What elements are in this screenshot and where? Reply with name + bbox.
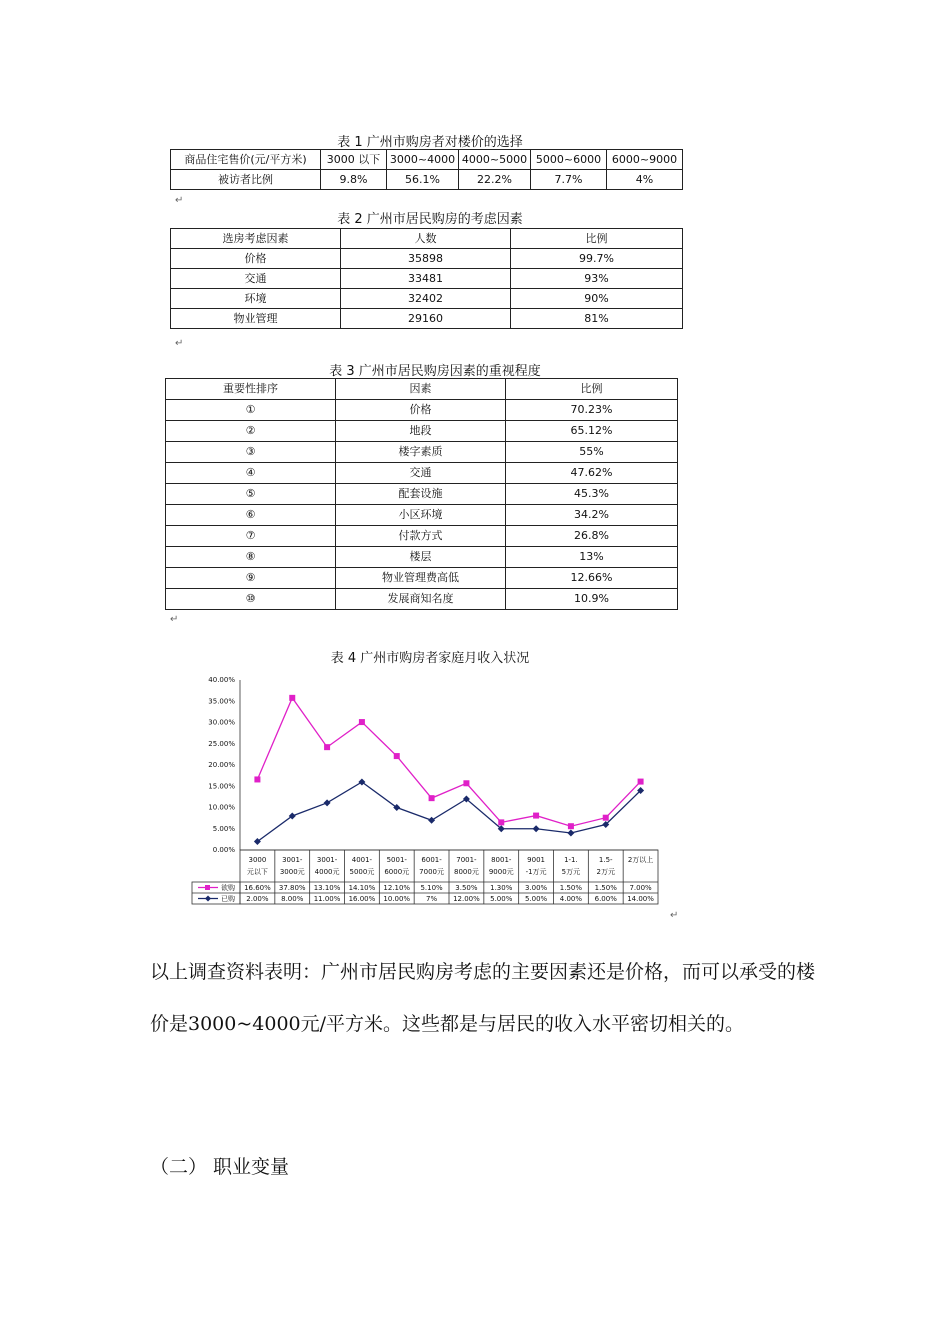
- table-cell: 4%: [607, 170, 683, 190]
- table-cell: ⑥: [166, 505, 336, 526]
- x-tick-label: 5000元: [349, 868, 375, 876]
- data-point: [463, 780, 469, 786]
- x-tick-label: 8001-: [491, 856, 512, 864]
- table-row: [166, 400, 678, 421]
- legend-marker: [205, 896, 211, 902]
- data-label: 3.50%: [455, 884, 478, 892]
- data-point: [568, 823, 574, 829]
- table1-caption: 表 1 广州市购房者对楼价的选择: [337, 135, 523, 150]
- legend-label: 已购: [221, 895, 235, 903]
- table-cell: 90%: [511, 289, 683, 309]
- data-label: 5.10%: [420, 884, 443, 892]
- table-header-cell: 因素: [336, 379, 506, 400]
- x-tick-label: 5001-: [386, 856, 407, 864]
- data-label: 37.80%: [278, 884, 306, 892]
- data-point: [254, 776, 260, 782]
- table-cell: 26.8%: [506, 526, 678, 547]
- table-cell: 7.7%: [531, 170, 607, 190]
- data-label: 12.10%: [383, 884, 411, 892]
- table-cell: 65.12%: [506, 421, 678, 442]
- table-header-cell: 选房考虑因素: [171, 229, 341, 249]
- data-point: [567, 830, 574, 837]
- data-point: [429, 795, 435, 801]
- table-cell: 45.3%: [506, 484, 678, 505]
- x-tick-label: 7000元: [419, 868, 444, 876]
- y-tick-label: 20.00%: [208, 761, 235, 769]
- chart-caption: 表 4 广州市购房者家庭月收入状况: [330, 651, 530, 666]
- legend-label: 欲购: [221, 884, 235, 892]
- table-cell: 56.1%: [387, 170, 459, 190]
- data-label: 13.10%: [313, 884, 341, 892]
- x-tick-label: 1.5-: [598, 856, 613, 864]
- data-point: [533, 825, 540, 832]
- data-point: [324, 799, 331, 806]
- data-label: 16.60%: [244, 884, 271, 892]
- x-tick-label: 3000: [248, 856, 267, 864]
- return-mark: ↵: [175, 338, 184, 349]
- x-tick-label: 1-1.: [564, 856, 578, 864]
- data-label: 1.50%: [559, 884, 583, 892]
- y-tick-label: 30.00%: [208, 718, 235, 727]
- table-cell: 价格: [171, 249, 341, 269]
- table-cell: 交通: [171, 269, 341, 289]
- table-cell: 93%: [511, 269, 683, 289]
- table-row: [171, 229, 683, 249]
- table-header-cell: 3000~4000: [387, 150, 459, 170]
- x-tick-label: 3001-: [316, 856, 338, 864]
- table-cell: ⑩: [166, 589, 336, 610]
- table-row: [166, 421, 678, 442]
- x-tick-label: 3001-: [282, 856, 303, 864]
- data-label: 1.50%: [594, 884, 617, 892]
- data-label: 7.00%: [629, 884, 652, 892]
- table-cell: 29160: [341, 309, 511, 329]
- table-row: [166, 568, 678, 589]
- data-label: 7%: [426, 895, 438, 903]
- data-point: [359, 719, 365, 725]
- y-tick-label: 5.00%: [212, 824, 235, 833]
- data-label: 12.00%: [453, 895, 480, 903]
- table2: [170, 228, 683, 329]
- table-cell: ④: [166, 463, 336, 484]
- data-label: 14.10%: [348, 884, 376, 892]
- data-label: 5.00%: [490, 895, 513, 903]
- data-label: 8.00%: [281, 895, 304, 903]
- table-row: [166, 547, 678, 568]
- table-cell: 楼字素质: [336, 442, 506, 463]
- table-header-cell: 商品住宅售价(元/平方米): [171, 150, 321, 170]
- table-cell: 22.2%: [459, 170, 531, 190]
- y-tick-label: 10.00%: [208, 803, 235, 812]
- table-header-cell: 比例: [506, 379, 678, 400]
- table-cell: 10.9%: [506, 589, 678, 610]
- y-tick-label: 40.00%: [208, 676, 235, 684]
- data-label: 1.30%: [490, 884, 513, 892]
- table-row: [166, 463, 678, 484]
- table-row: [166, 589, 678, 610]
- data-label: 2.00%: [246, 895, 269, 903]
- data-label: 11.00%: [313, 895, 341, 903]
- table-row: [171, 150, 683, 170]
- y-tick-label: 0.00%: [212, 846, 235, 854]
- table-cell: 环境: [171, 289, 341, 309]
- table-cell: 9.8%: [321, 170, 387, 190]
- table-header-cell: 人数: [341, 229, 511, 249]
- x-tick-label: 9001: [527, 856, 545, 864]
- x-tick-label: 2万以上: [627, 856, 654, 864]
- x-tick-label: 2万元: [596, 868, 615, 876]
- data-label: 3.00%: [524, 884, 548, 892]
- body-paragraph: 以上调查资料表明：广州市居民购房考虑的主要因素还是价格，而可以承受的楼价是3000~4000元/平方米。这些都是与居民的收入水平密切相关的。: [150, 961, 816, 1035]
- table3-caption: 表 3 广州市居民购房因素的重视程度: [329, 364, 541, 379]
- x-tick-label: 3000元: [279, 868, 305, 876]
- table-row: [166, 484, 678, 505]
- table-cell: 55%: [506, 442, 678, 463]
- data-label: 6.00%: [594, 895, 617, 903]
- data-point: [428, 817, 435, 824]
- table-row: [171, 309, 683, 329]
- table-row: [166, 505, 678, 526]
- table-cell: ⑨: [166, 568, 336, 589]
- table-cell: 地段: [336, 421, 506, 442]
- table-cell: ①: [166, 400, 336, 421]
- table-cell: 楼层: [336, 547, 506, 568]
- table-cell: 配套设施: [336, 484, 506, 505]
- data-point: [638, 779, 644, 785]
- table-cell: ⑤: [166, 484, 336, 505]
- table-cell: 33481: [341, 269, 511, 289]
- data-point: [394, 753, 400, 759]
- x-tick-label: 4000元: [314, 868, 340, 876]
- table-row: [166, 526, 678, 547]
- data-point: [533, 813, 539, 819]
- table-cell: 34.2%: [506, 505, 678, 526]
- data-label: 16.00%: [348, 895, 376, 903]
- table-cell: 发展商知名度: [336, 589, 506, 610]
- table1: [170, 149, 683, 190]
- table-cell: 付款方式: [336, 526, 506, 547]
- x-tick-label: 元以下: [246, 868, 268, 876]
- x-tick-label: 6000元: [384, 868, 410, 876]
- data-label: 10.00%: [383, 895, 411, 903]
- table-cell: 13%: [506, 547, 678, 568]
- table-cell: ⑦: [166, 526, 336, 547]
- return-mark: ↵: [175, 195, 184, 206]
- x-tick-label: 9000元: [488, 868, 514, 876]
- data-point: [289, 695, 295, 701]
- table-cell: ③: [166, 442, 336, 463]
- data-label: 4.00%: [559, 895, 583, 903]
- table-cell: 99.7%: [511, 249, 683, 269]
- table-cell: 小区环境: [336, 505, 506, 526]
- y-tick-label: 25.00%: [208, 739, 235, 748]
- income-line-chart: [190, 670, 670, 915]
- table-row: [171, 289, 683, 309]
- table-cell: 70.23%: [506, 400, 678, 421]
- return-mark: ↵: [170, 614, 179, 625]
- table-cell: 物业管理: [171, 309, 341, 329]
- table-row: [171, 170, 683, 190]
- return-mark: ↵: [670, 910, 679, 921]
- y-tick-label: 35.00%: [208, 697, 235, 706]
- table-cell: 32402: [341, 289, 511, 309]
- table-header-cell: 比例: [511, 229, 683, 249]
- table3: [165, 378, 678, 610]
- data-label: 5.00%: [524, 895, 548, 903]
- x-tick-label: 8000元: [454, 868, 479, 876]
- x-tick-label: 4001-: [351, 856, 373, 864]
- table-row: [171, 249, 683, 269]
- section-heading: （二） 职业变量: [150, 1156, 290, 1178]
- table-cell: 被访者比例: [171, 170, 321, 190]
- table-cell: 12.66%: [506, 568, 678, 589]
- table-header-cell: 6000~9000: [607, 150, 683, 170]
- legend-marker: [205, 885, 210, 890]
- x-tick-label: -1万元: [525, 868, 547, 876]
- data-label: 14.00%: [627, 895, 654, 903]
- table-cell: 价格: [336, 400, 506, 421]
- x-tick-label: 7001-: [456, 856, 477, 864]
- table-row: [171, 269, 683, 289]
- table-row: [166, 379, 678, 400]
- table-cell: 35898: [341, 249, 511, 269]
- table-header-cell: 4000~5000: [459, 150, 531, 170]
- x-tick-label: 5万元: [561, 868, 581, 876]
- y-tick-label: 15.00%: [208, 782, 235, 791]
- data-point: [603, 815, 609, 821]
- table-header-cell: 5000~6000: [531, 150, 607, 170]
- table-header-cell: 3000 以下: [321, 150, 387, 170]
- table-cell: ②: [166, 421, 336, 442]
- table-header-cell: 重要性排序: [166, 379, 336, 400]
- data-point: [498, 819, 504, 825]
- table-cell: 物业管理费高低: [336, 568, 506, 589]
- table-cell: 交通: [336, 463, 506, 484]
- table-cell: 81%: [511, 309, 683, 329]
- table-cell: 47.62%: [506, 463, 678, 484]
- table-row: [166, 442, 678, 463]
- data-point: [324, 744, 330, 750]
- table2-caption: 表 2 广州市居民购房的考虑因素: [337, 212, 523, 227]
- table-cell: ⑧: [166, 547, 336, 568]
- x-tick-label: 6001-: [421, 856, 442, 864]
